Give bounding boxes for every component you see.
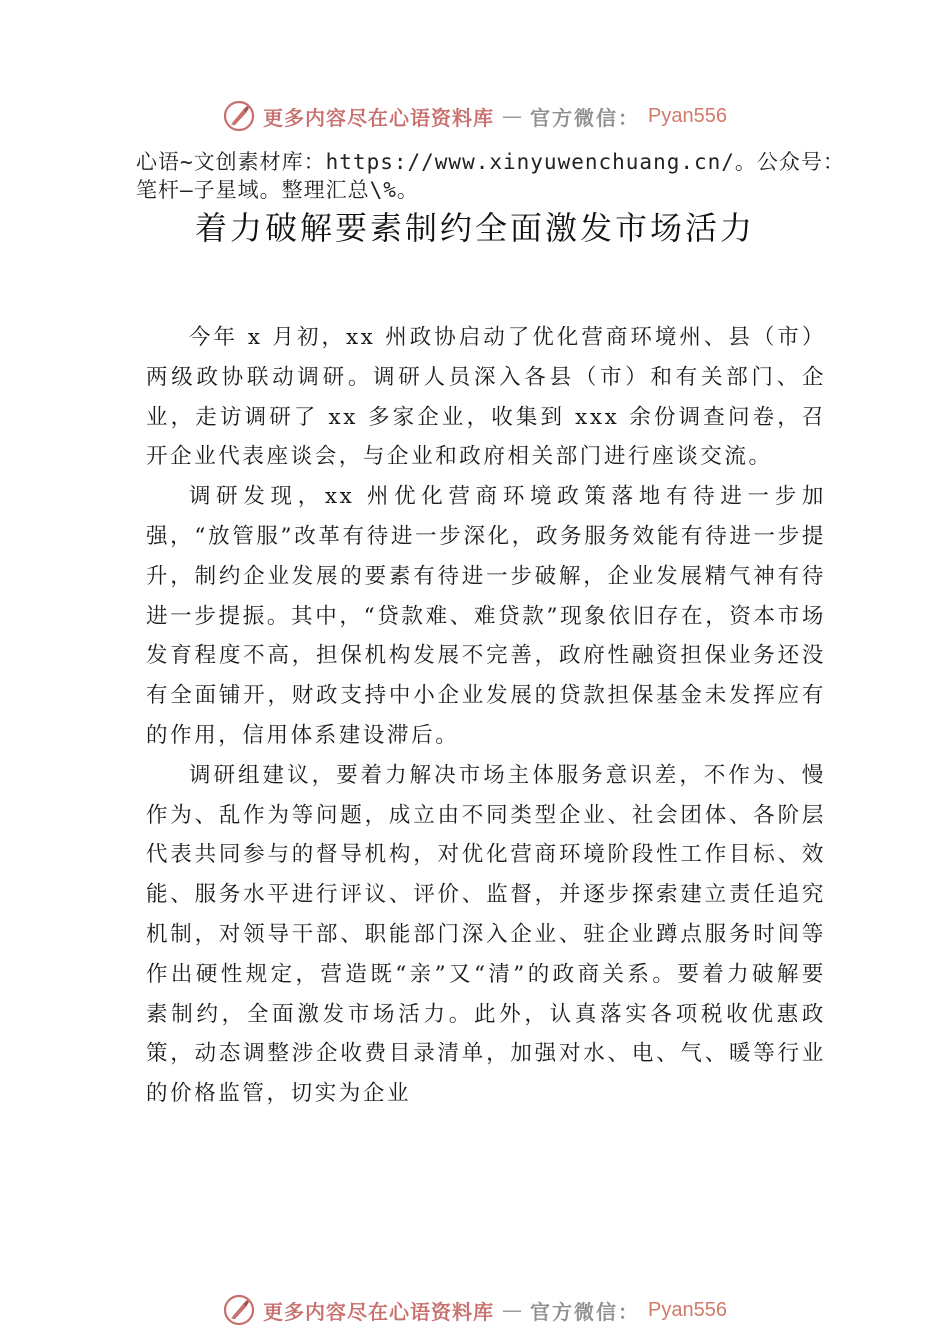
watermark-sub: 官方微信： [530, 1299, 641, 1324]
document-body [146, 318, 826, 1114]
paragraph-1: 今年 x 月初，xx 州政协启动了优化营商环境州、县（市）两级政协联动调研。调研人员深入各县（市）和有关部门、企业，走访调研了 xx 多家企业，收集到 xxx 余份调查问卷，召开企业代表座谈会，与企业和政府相关部门进行座谈交流。 [146, 325, 826, 470]
watermark-text: 更多内容尽在心语资料库 [263, 1299, 495, 1324]
paragraph-2: 调研发现，xx 州优化营商环境政策落地有待进一步加强，“放管服”改革有待进一步深化，政务服务效能有待进一步提升，制约企业发展的要素有待进一步破解，企业发展精气神有待进一步提振。其中，“贷款难、难贷款”现象依旧存在，资本市场发育程度不高，担保机构发展不完善，政府性融资担保业务还没有全面铺开，财政支持中小企业发展的贷款担保基金未发挥应有的作用，信用体系建设滞后。 [146, 484, 826, 748]
watermark-wechat-id: Pyan556 [648, 1298, 727, 1321]
brush-pen-icon [223, 1294, 255, 1326]
watermark-text: 更多内容尽在心语资料库 [263, 105, 495, 130]
paragraph-3: 调研组建议，要着力解决市场主体服务意识差，不作为、慢作为、乱作为等问题，成立由不同类型企业、社会团体、各阶层代表共同参与的督导机构，对优化营商环境阶段性工作目标、效能、服务水平进行评议、评价、监督，并逐步探索建立责任追究机制，对领导干部、职能部门深入企业、驻企业蹲点服务时间等作出硬性规定，营造既“亲”又“清”的政商关系。要着力破解要素制约，全面激发市场活力。此外，认真落实各项税收优惠政策，动态调整涉企收费目录清单，加强对水、电、气、暖等行业的价格监管，切实为企业 [146, 762, 826, 1107]
watermark-wechat-id: Pyan556 [648, 104, 727, 127]
watermark-dash: — [502, 104, 523, 128]
watermark-sub: 官方微信： [530, 105, 641, 130]
watermark-header [0, 96, 950, 136]
watermark-footer [0, 1290, 950, 1330]
document-title: 着力破解要素制约全面激发市场活力 [194, 209, 755, 247]
source-note: 心语~文创素材库：https://www.xinyuwenchuang.cn/。公众号：笔杆—子星域。整理汇总\%。 [136, 150, 845, 202]
brush-pen-icon [223, 100, 255, 132]
watermark-dash: — [502, 1298, 523, 1322]
